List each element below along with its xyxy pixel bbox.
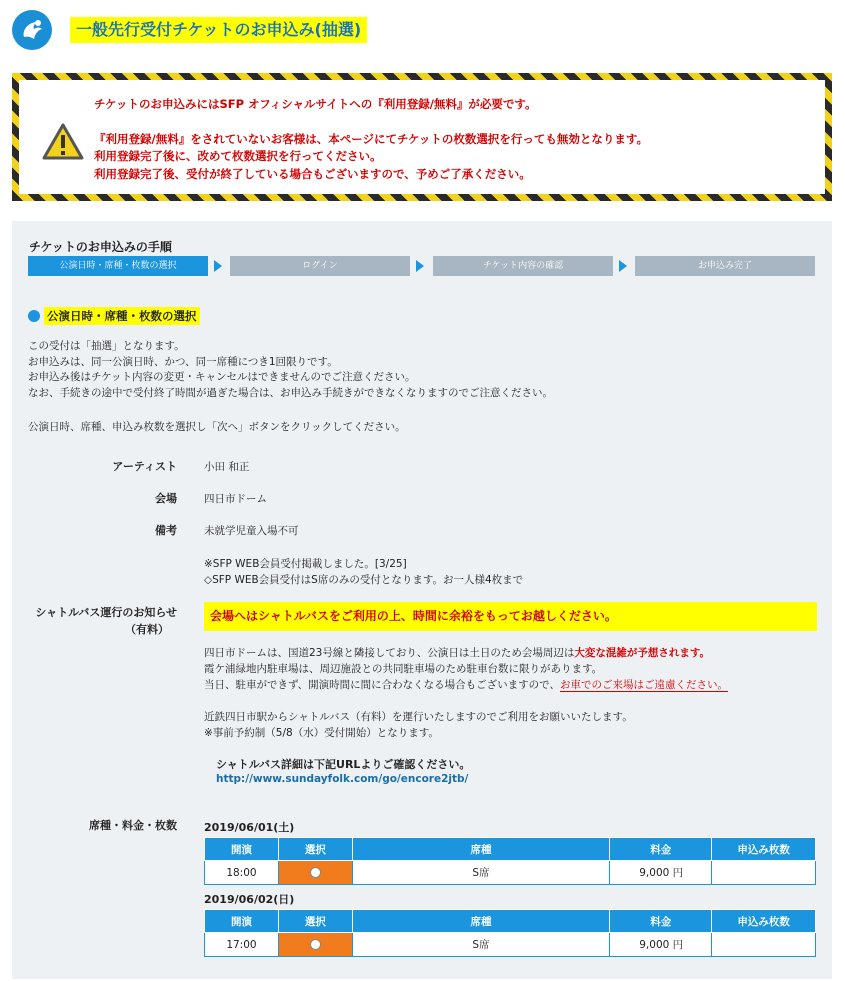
artist-value: 小田 和正 (204, 461, 250, 473)
column-header: 開演 (205, 838, 279, 861)
venue-value: 四日市ドーム (204, 493, 267, 505)
warning-line: 『利用登録/無料』をされていないお客様は、本ページにてチケットの枚数選択を行っても無効となります。 (94, 131, 649, 146)
select-radio[interactable] (310, 939, 321, 950)
notes-value: ◇SFP WEB会員受付はS席のみの受付となります。お一人様4枚まで (204, 574, 524, 586)
step-progress (28, 256, 818, 276)
step-confirm: チケット内容の確認 (433, 256, 613, 276)
section-title: 公演日時・席種・枚数の選択 (44, 307, 200, 325)
venue-label: 会場 (155, 492, 177, 505)
shuttle-line: 当日、駐車ができず、開演時間に間に合わなくなる場合もございますので、 (204, 679, 560, 691)
ticket-table (204, 837, 816, 885)
shuttle-label-line: （有料） (125, 623, 169, 636)
table-row (205, 861, 816, 885)
shuttle-banner: 会場へはシャトルバスをご利用の上、時間に余裕をもってお越しください。 (204, 602, 817, 631)
seat-type: S席 (352, 861, 609, 885)
step-arrow-icon (214, 260, 222, 272)
intro-line: お申込みは、同一公演日時、かつ、同一席種につき1回限りです。 (28, 355, 338, 368)
shuttle-line: 四日市ドームは、国道23号線と隣接しており、公演日は土日のため会場周辺は (204, 647, 575, 659)
column-header: 選択 (278, 838, 352, 861)
warning-line: 利用登録完了後に、改めて枚数選択を行ってください。 (94, 149, 382, 163)
step-select-performance: 公演日時・席種・枚数の選択 (28, 256, 208, 276)
column-header: 申込み枚数 (712, 838, 816, 861)
warning-line: チケットのお申込みにはSFP オフィシャルサイトへの『利用登録/無料』が必要です。 (94, 97, 537, 111)
artist-label: アーティスト (112, 460, 177, 473)
price: 9,000 円 (610, 861, 712, 885)
seat-type: S席 (352, 933, 609, 957)
select-cell[interactable] (278, 933, 352, 957)
select-radio[interactable] (310, 867, 321, 878)
step-complete: お申込み完了 (635, 256, 815, 276)
step-arrow-icon (416, 260, 424, 272)
notes-label: 備考 (155, 524, 177, 537)
shuttle-line: 霞ケ浦緑地内駐車場は、周辺施設との共同駐車場のため駐車台数に限りがあります。 (204, 663, 603, 675)
start-time: 18:00 (205, 861, 279, 885)
ticket-table (204, 909, 816, 957)
shuttle-emphasis: お車でのご来場はご遠慮ください。 (559, 679, 728, 691)
start-time: 17:00 (205, 933, 279, 957)
table-row (205, 933, 816, 957)
shuttle-emphasis: 大変な混雑が予想されます。 (574, 647, 711, 659)
page-title: 一般先行受付チケットのお申込み(抽選) (70, 17, 367, 43)
instruction-text: 公演日時、席種、申込み枚数を選択し「次へ」ボタンをクリックしてください。 (28, 421, 406, 433)
shuttle-line: ※事前予約制（5/8（水）受付開始）となります。 (204, 727, 439, 739)
shuttle-line: 近鉄四日市駅からシャトルバス（有料）を運行いたしますのでご利用をお願いいたします。 (204, 711, 633, 723)
tickets-label: 席種・料金・枚数 (89, 819, 177, 832)
intro-line: お申込み後はチケット内容の変更・キャンセルはできませんのでご注意ください。 (28, 371, 416, 383)
column-header: 料金 (610, 910, 712, 933)
shuttle-label-line: シャトルバス運行のお知らせ (35, 606, 177, 619)
step-arrow-icon (619, 260, 627, 272)
warning-icon (41, 122, 85, 162)
step-login: ログイン (230, 256, 410, 276)
shuttle-url-link[interactable]: http://www.sundayfolk.com/go/encore2jtb/ (216, 773, 469, 785)
steps-title: チケットのお申込みの手順 (29, 240, 172, 254)
notes-value: 未就学児童入場不可 (204, 525, 299, 537)
price: 9,000 円 (610, 933, 712, 957)
bullet-icon (28, 310, 40, 322)
warning-text (94, 96, 648, 183)
quantity-cell[interactable] (712, 861, 816, 885)
column-header: 料金 (610, 838, 712, 861)
intro-line: なお、手続きの途中で受付終了時間が過ぎた場合は、お申込み手続きができなくなりますのでご注意ください。 (28, 386, 553, 399)
performance-date: 2019/06/02(日) (204, 893, 295, 906)
table-header-row (205, 910, 816, 933)
intro-line: この受付は「抽選」となります。 (28, 340, 185, 352)
column-header: 選択 (278, 910, 352, 933)
application-panel (12, 221, 832, 979)
registration-warning-box (12, 73, 832, 201)
warning-line: 利用登録完了後、受付が終了している場合もございますので、予めご了承ください。 (94, 166, 531, 181)
shuttle-label (22, 604, 177, 638)
shuttle-url-heading: シャトルバス詳細は下記URLよりご確認ください。 (216, 758, 471, 771)
shuttle-text (204, 645, 728, 741)
column-header: 席種 (352, 910, 609, 933)
column-header: 席種 (352, 838, 609, 861)
table-header-row (205, 838, 816, 861)
intro-text (28, 339, 553, 401)
performance-date: 2019/06/01(土) (204, 821, 295, 834)
sfp-logo-icon (12, 10, 52, 50)
notes-value: ※SFP WEB会員受付掲載しました。[3/25] (204, 558, 407, 570)
column-header: 開演 (205, 910, 279, 933)
select-cell[interactable] (278, 861, 352, 885)
page-header (12, 10, 832, 50)
column-header: 申込み枚数 (712, 910, 816, 933)
quantity-cell[interactable] (712, 933, 816, 957)
